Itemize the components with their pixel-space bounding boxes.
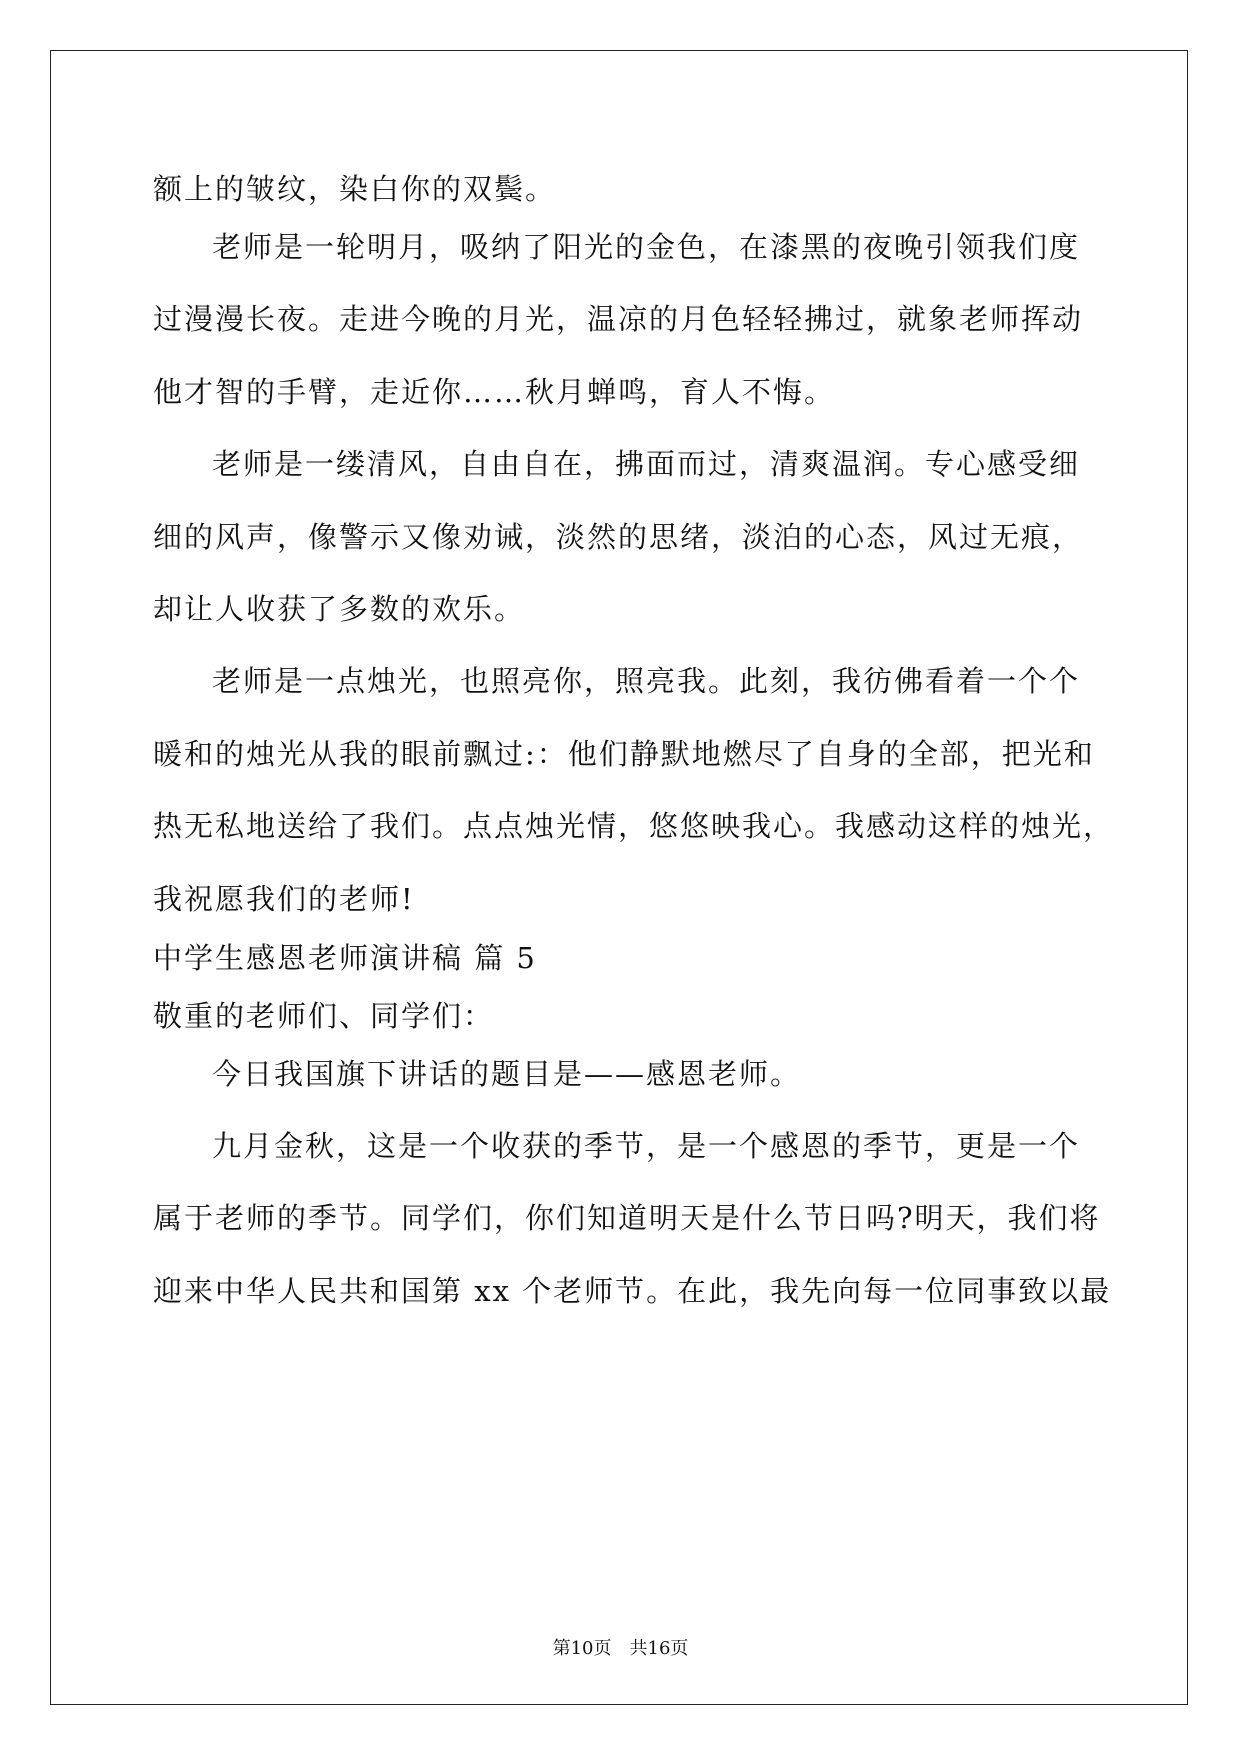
body-text-line: 暖和的烛光从我的眼前飘过:：他们静默地燃尽了自身的全部，把光和 [153, 737, 1095, 771]
body-text-line: 老师是一轮明月，吸纳了阳光的金色，在漆黑的夜晚引领我们度 [212, 230, 1081, 264]
body-text-line: 却让人收获了多数的欢乐。 [153, 592, 526, 626]
body-text-line: 细的风声，像警示又像劝诫，淡然的思绪，淡泊的心态，风过无痕， [153, 520, 1084, 554]
body-text-line: 九月金秋，这是一个收获的季节，是一个感恩的季节，更是一个 [212, 1129, 1081, 1163]
body-text-line: 我祝愿我们的老师! [153, 882, 415, 916]
page-number: 第10页 共16页 [552, 1638, 689, 1659]
page-frame [50, 50, 1188, 1705]
body-text-line: 属于老师的季节。同学们，你们知道明天是什么节日吗?明天，我们将 [153, 1201, 1101, 1235]
salutation: 敬重的老师们、同学们： [153, 999, 495, 1033]
body-text-line: 老师是一缕清风，自由自在，拂面而过，清爽温润。专心感受细 [212, 447, 1081, 481]
body-text-line: 迎来中华人民共和国第 xx 个老师节。在此，我先向每一位同事致以最 [153, 1274, 1112, 1308]
body-text-line: 老师是一点烛光，也照亮你，照亮我。此刻，我彷佛看着一个个 [212, 664, 1081, 698]
body-text-line: 热无私地送给了我们。点点烛光情，悠悠映我心。我感动这样的烛光， [153, 809, 1115, 843]
body-text-line: 他才智的手臂，走近你……秋月蝉鸣，育人不悔。 [153, 375, 836, 409]
body-text-line: 过漫漫长夜。走进今晚的月光，温凉的月色轻轻拂过，就象老师挥动 [153, 302, 1084, 336]
body-text-line: 今日我国旗下讲话的题目是——感恩老师。 [212, 1057, 802, 1091]
section-heading: 中学生感恩老师演讲稿 篇 5 [153, 941, 537, 975]
body-text-line: 额上的皱纹，染白你的双鬓。 [153, 172, 557, 206]
